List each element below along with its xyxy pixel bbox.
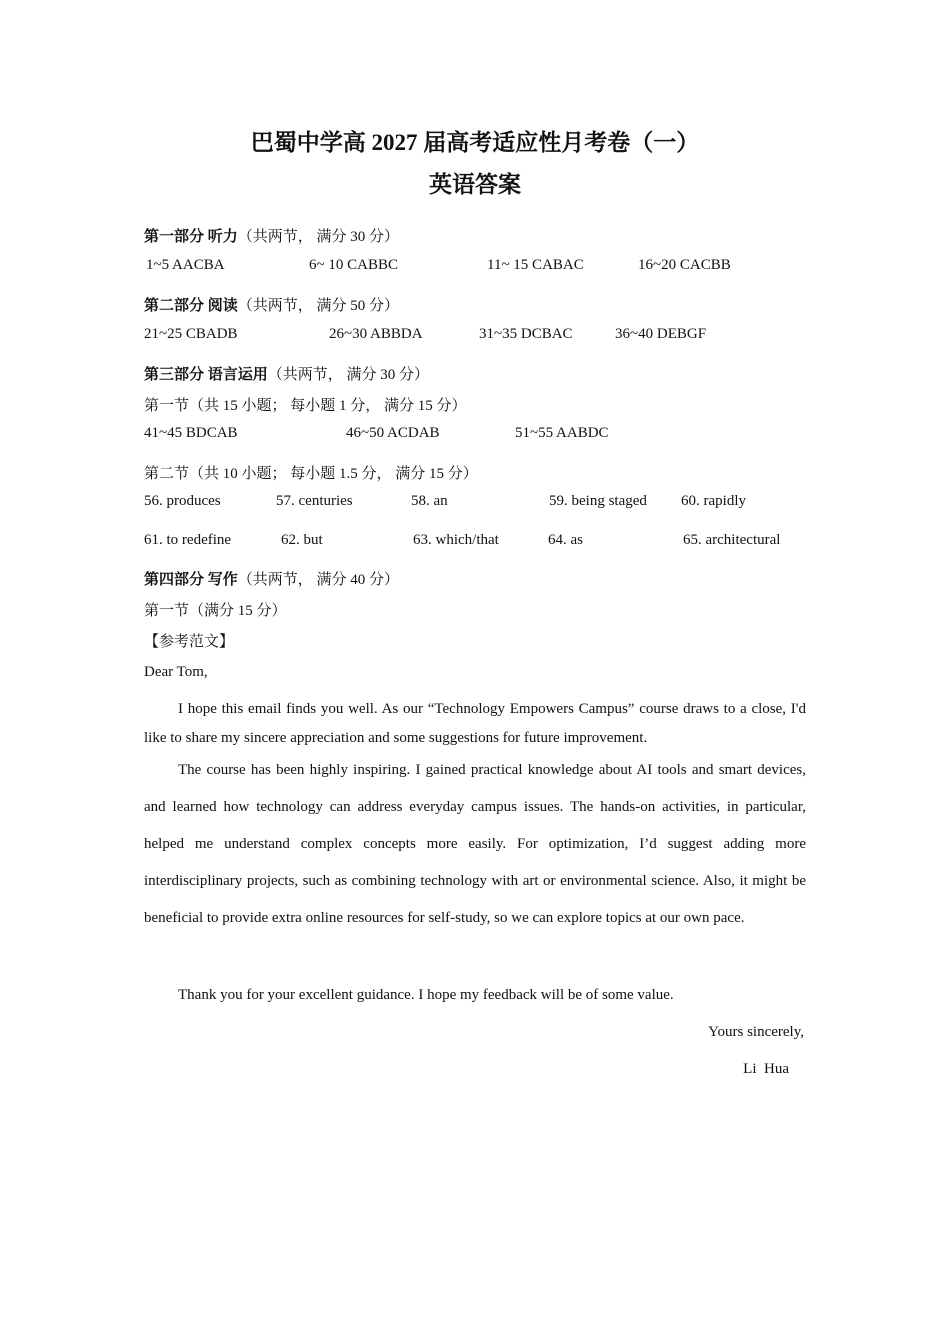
part3-heading: 第三部分 语言运用 bbox=[144, 367, 268, 383]
letter-greeting: Dear Tom, bbox=[144, 664, 208, 680]
part4-section1-heading: 第一节（满分 15 分） bbox=[144, 603, 287, 619]
answer-group: 6~ 10 CABBC bbox=[309, 257, 398, 273]
part4-note: （共两节， 满分 40 分） bbox=[237, 572, 400, 588]
answer-item: 60. rapidly bbox=[681, 493, 746, 509]
part2-heading-line bbox=[144, 294, 399, 315]
letter-paragraph-1: I hope this email finds you well. As our “Technology Empowers Campus” course draws to a close, I'd like to share my sincere appreciation and some suggestions for future improvement. bbox=[144, 701, 806, 746]
answer-group: 36~40 DEBGF bbox=[615, 326, 707, 342]
letter-paragraph-3: Thank you for your excellent guidance. I hope my feedback will be of some value. bbox=[178, 987, 674, 1003]
part1-heading-line bbox=[144, 225, 399, 246]
answer-group: 11~ 15 CABAC bbox=[487, 257, 584, 273]
part3-section1-heading: 第一节（共 15 小题； 每小题 1 分， 满分 15 分） bbox=[144, 398, 467, 414]
answer-item: 61. to redefine bbox=[144, 532, 232, 548]
answer-group: 26~30 ABBDA bbox=[329, 326, 423, 342]
answer-item: 65. architectural bbox=[683, 532, 781, 548]
answer-group: 51~55 AABDC bbox=[515, 425, 609, 441]
answer-item: 56. produces bbox=[144, 493, 221, 509]
answer-group: 41~45 BDCAB bbox=[144, 425, 238, 441]
answer-item: 64. as bbox=[548, 532, 583, 548]
part2-heading: 第二部分 阅读 bbox=[144, 298, 238, 314]
answer-item: 57. centuries bbox=[276, 493, 353, 509]
answer-item: 62. but bbox=[281, 532, 323, 548]
part1-note: （共两节， 满分 30 分） bbox=[237, 229, 400, 245]
answer-group: 21~25 CBADB bbox=[144, 326, 238, 342]
part3-note: （共两节， 满分 30 分） bbox=[267, 367, 430, 383]
letter-paragraph-2: The course has been highly inspiring. I gained practical knowledge about AI tools and smart devices, and learned how technology can address everyday campus issues. The hands-on activities, in particular, helped me understand complex concepts more easily. For optimization, I’d suggest adding more interdisciplinary projects, such as combining technology with art or environmental science. Also, it might be beneficial to provide extra online resources for self-study, so we can explore topics at our own pace. bbox=[144, 762, 806, 926]
part2-note: （共两节， 满分 50 分） bbox=[237, 298, 400, 314]
page-subtitle: 英语答案 bbox=[429, 172, 521, 197]
answer-group: 46~50 ACDAB bbox=[346, 425, 440, 441]
part1-heading: 第一部分 听力 bbox=[144, 229, 238, 245]
sample-essay-label: 【参考范文】 bbox=[144, 634, 235, 650]
letter-signature: Li Hua bbox=[743, 1061, 789, 1077]
answer-group: 31~35 DCBAC bbox=[479, 326, 573, 342]
part3-section2-heading: 第二节（共 10 小题； 每小题 1.5 分， 满分 15 分） bbox=[144, 466, 478, 482]
answer-group: 16~20 CACBB bbox=[638, 257, 731, 273]
page-title: 巴蜀中学高 2027 届高考适应性月考卷（一） bbox=[250, 130, 700, 155]
answer-group: 1~5 AACBA bbox=[146, 257, 225, 273]
answer-item: 58. an bbox=[411, 493, 448, 509]
part3-heading-line bbox=[144, 363, 429, 384]
part4-heading-line bbox=[144, 568, 399, 589]
letter-closing: Yours sincerely, bbox=[708, 1024, 804, 1040]
answer-item: 63. which/that bbox=[413, 532, 499, 548]
answer-item: 59. being staged bbox=[549, 493, 647, 509]
part4-heading: 第四部分 写作 bbox=[144, 572, 238, 588]
